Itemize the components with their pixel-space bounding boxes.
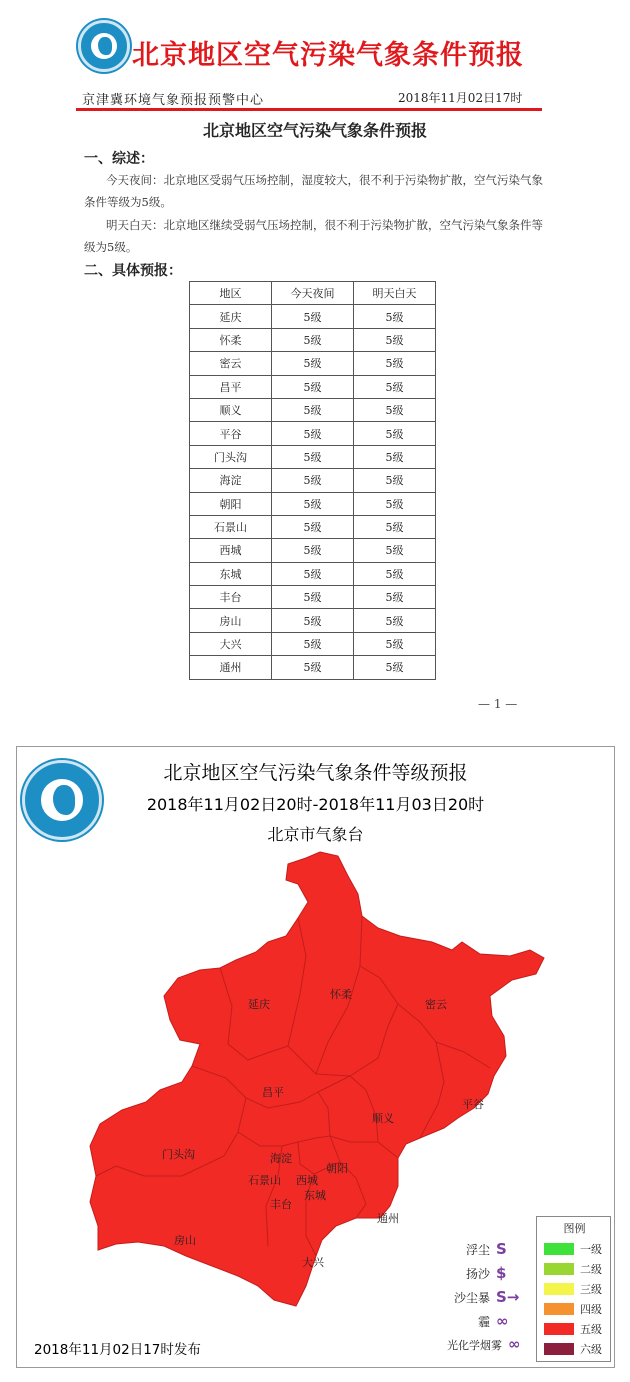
document-title: 北京地区空气污染气象条件预报 <box>132 40 524 71</box>
map-period: 2018年11月02日20时-2018年11月03日20时 <box>146 795 485 814</box>
level-cell: 5级 <box>272 492 354 515</box>
district-label: 顺义 <box>372 1113 394 1125</box>
district-cell: 朝阳 <box>190 492 272 515</box>
level-cell: 5级 <box>272 352 354 375</box>
legend-label: 三级 <box>580 1283 602 1296</box>
level-cell: 5级 <box>272 375 354 398</box>
district-cell: 通州 <box>190 656 272 679</box>
district-label: 平谷 <box>462 1099 484 1111</box>
level-cell: 5级 <box>354 492 436 515</box>
level-cell: 5级 <box>354 609 436 632</box>
district-cell: 大兴 <box>190 632 272 655</box>
section-heading-summary: 一、综述： <box>84 151 154 167</box>
level-cell: 5级 <box>272 562 354 585</box>
weather-symbol-item <box>440 1312 524 1330</box>
district-cell: 海淀 <box>190 469 272 492</box>
level-cell: 5级 <box>272 632 354 655</box>
weather-symbol-icon: S→ <box>496 1288 520 1306</box>
level-cell: 5级 <box>354 305 436 328</box>
summary-tonight: 今天夜间：北京地区受弱气压场控制，湿度较大，很不利于污染物扩散，空气污染气象条件等级为5级。 <box>84 173 543 209</box>
legend-swatch <box>544 1323 574 1335</box>
table-row <box>190 492 436 515</box>
issuer-name: 京津冀环境气象预报预警中心 <box>82 93 265 108</box>
district-cell: 西城 <box>190 539 272 562</box>
issue-time: 2018年11月02日17时 <box>398 91 523 105</box>
table-row <box>190 539 436 562</box>
legend-item <box>544 1281 606 1295</box>
forecast-table <box>189 281 436 680</box>
column-header: 地区 <box>190 282 272 305</box>
weather-symbol-item <box>440 1288 524 1306</box>
legend-swatch <box>544 1243 574 1255</box>
map-release-time: 2018年11月02日17时发布 <box>34 1342 201 1358</box>
level-cell: 5级 <box>354 398 436 421</box>
level-cell: 5级 <box>354 562 436 585</box>
legend-label: 一级 <box>580 1243 602 1256</box>
legend-item <box>544 1261 606 1275</box>
level-cell: 5级 <box>354 352 436 375</box>
district-cell: 东城 <box>190 562 272 585</box>
table-row <box>190 515 436 538</box>
header-divider <box>76 108 542 111</box>
legend-label: 四级 <box>580 1303 602 1316</box>
weather-symbol-item <box>440 1264 524 1282</box>
table-row <box>190 562 436 585</box>
district-label: 石景山 <box>248 1175 281 1187</box>
legend-item <box>544 1301 606 1315</box>
level-cell: 5级 <box>272 656 354 679</box>
level-cell: 5级 <box>272 609 354 632</box>
legend-swatch <box>544 1283 574 1295</box>
level-cell: 5级 <box>272 586 354 609</box>
center-logo-icon <box>78 20 130 72</box>
level-cell: 5级 <box>354 445 436 468</box>
district-cell: 延庆 <box>190 305 272 328</box>
level-cell: 5级 <box>354 375 436 398</box>
district-label: 昌平 <box>262 1087 284 1099</box>
legend-swatch <box>544 1303 574 1315</box>
district-cell: 密云 <box>190 352 272 375</box>
table-row <box>190 586 436 609</box>
legend-item <box>544 1321 606 1335</box>
district-label: 门头沟 <box>162 1149 195 1161</box>
district-label: 密云 <box>425 999 447 1011</box>
level-cell: 5级 <box>272 515 354 538</box>
district-label: 怀柔 <box>330 989 352 1001</box>
legend-item <box>544 1241 606 1255</box>
level-cell: 5级 <box>272 539 354 562</box>
weather-symbol-item <box>440 1240 524 1258</box>
district-label: 海淀 <box>270 1153 292 1165</box>
summary-tomorrow: 明天白天：北京地区继续受弱气压场控制，很不利于污染物扩散，空气污染气象条件等级为5级。 <box>84 218 543 254</box>
weather-symbol-icon: ∞ <box>496 1312 509 1330</box>
level-cell: 5级 <box>272 305 354 328</box>
legend-label: 六级 <box>580 1343 602 1356</box>
weather-symbol-label: 扬沙 <box>465 1267 490 1281</box>
legend-label: 二级 <box>580 1263 602 1276</box>
district-cell: 丰台 <box>190 586 272 609</box>
column-header: 今天夜间 <box>272 282 354 305</box>
district-cell: 门头沟 <box>190 445 272 468</box>
level-cell: 5级 <box>354 586 436 609</box>
table-row <box>190 352 436 375</box>
level-cell: 5级 <box>272 469 354 492</box>
table-header-row <box>190 282 436 305</box>
level-cell: 5级 <box>272 328 354 351</box>
district-cell: 昌平 <box>190 375 272 398</box>
district-label: 丰台 <box>270 1199 292 1211</box>
weather-symbol-icon: $ <box>496 1264 507 1282</box>
district-cell: 平谷 <box>190 422 272 445</box>
level-cell: 5级 <box>354 656 436 679</box>
level-cell: 5级 <box>272 422 354 445</box>
level-cell: 5级 <box>354 422 436 445</box>
district-label: 东城 <box>304 1190 326 1202</box>
column-header: 明天白天 <box>354 282 436 305</box>
level-cell: 5级 <box>354 632 436 655</box>
section-heading-details: 二、具体预报： <box>84 263 182 279</box>
district-cell: 石景山 <box>190 515 272 538</box>
table-row <box>190 328 436 351</box>
level-cell: 5级 <box>354 539 436 562</box>
weather-symbol-icon: S <box>496 1240 507 1258</box>
level-cell: 5级 <box>272 398 354 421</box>
district-label: 西城 <box>296 1175 318 1187</box>
table-row <box>190 609 436 632</box>
legend-swatch <box>544 1343 574 1355</box>
legend-title: 图例 <box>563 1222 586 1235</box>
district-label: 通州 <box>377 1213 399 1225</box>
map-legend <box>536 1216 611 1362</box>
weather-symbol-label: 霾 <box>477 1315 490 1329</box>
table-row <box>190 398 436 421</box>
table-row <box>190 469 436 492</box>
district-label: 延庆 <box>248 999 270 1011</box>
level-cell: 5级 <box>354 328 436 351</box>
map-agency: 北京市气象台 <box>267 825 364 844</box>
beijing-region-fill <box>90 852 544 1306</box>
district-label: 朝阳 <box>326 1163 348 1175</box>
district-cell: 房山 <box>190 609 272 632</box>
weather-symbol-item <box>440 1335 524 1353</box>
legend-label: 五级 <box>580 1323 602 1336</box>
table-row <box>190 656 436 679</box>
map-title: 北京地区空气污染气象条件等级预报 <box>163 762 468 784</box>
page-number: — 1 — <box>478 697 518 711</box>
district-label: 大兴 <box>302 1257 324 1269</box>
legend-item <box>544 1341 606 1355</box>
weather-symbol-label: 沙尘暴 <box>453 1291 490 1305</box>
weather-symbol-label: 光化学烟雾 <box>447 1339 502 1352</box>
table-row <box>190 632 436 655</box>
weather-symbol-label: 浮尘 <box>465 1243 490 1257</box>
table-row <box>190 445 436 468</box>
document-subtitle: 北京地区空气污染气象条件预报 <box>202 121 427 140</box>
district-label: 房山 <box>174 1235 196 1247</box>
weather-symbol-icon: ∞ <box>508 1335 521 1353</box>
level-cell: 5级 <box>354 515 436 538</box>
legend-swatch <box>544 1263 574 1275</box>
table-row <box>190 305 436 328</box>
level-cell: 5级 <box>272 445 354 468</box>
district-cell: 顺义 <box>190 398 272 421</box>
level-cell: 5级 <box>354 469 436 492</box>
table-row <box>190 422 436 445</box>
district-cell: 怀柔 <box>190 328 272 351</box>
table-row <box>190 375 436 398</box>
